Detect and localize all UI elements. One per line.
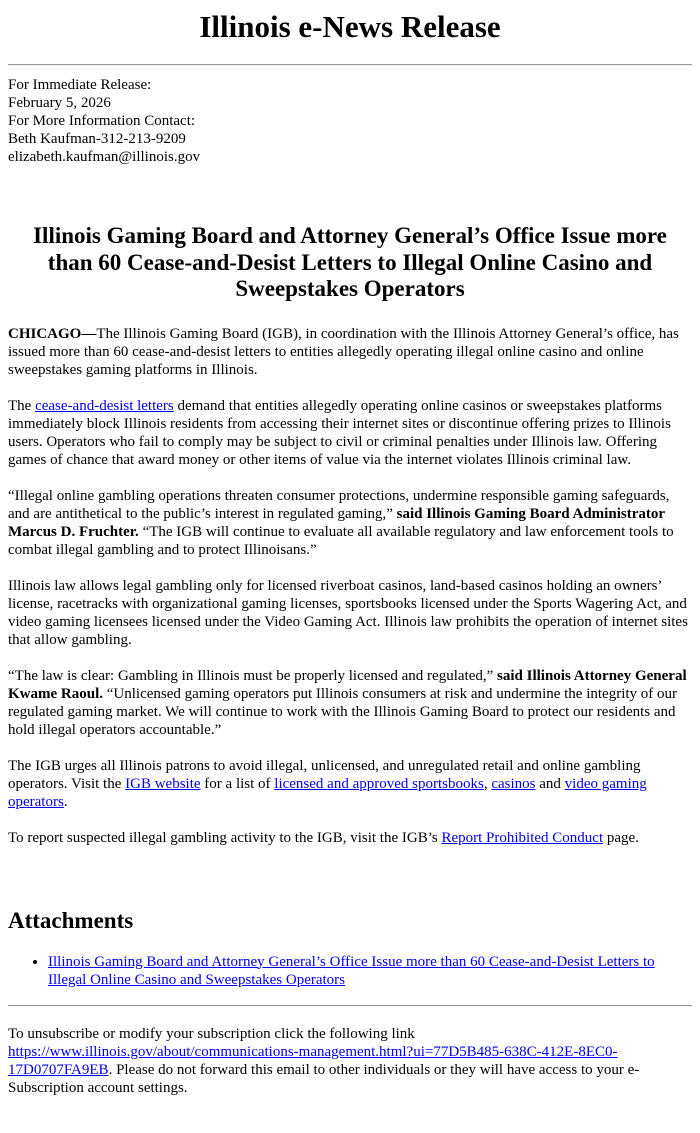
body-paragraph-4: Illinois law allows legal gambling only for licensed riverboat casinos, land-based casinos holding an owners’ license, racetracks with organizational gaming licenses, sportsbooks licensed under the Sports Wagering Act, and video gaming licensees licensed under the Video Gaming Act. Illinois law prohibits the operation of internet sites that allow gambling. (8, 577, 688, 648)
list-item (48, 953, 692, 989)
footer-outro: . Please do not forward this email to other individuals or they will have access to your e-Subscription account settings. (8, 1061, 640, 1096)
unsubscribe-footer (8, 1025, 692, 1097)
paragraph-6-mid-1: for a list of (200, 775, 275, 792)
body-paragraph-7 (8, 829, 692, 847)
body-paragraph-5 (8, 667, 692, 739)
paragraph-7-pre: To report suspected illegal gambling activity to the IGB, visit the IGB’s (8, 829, 442, 846)
body-paragraph-3 (8, 487, 692, 559)
contact-block (8, 76, 692, 166)
contact-info-label: For More Information Contact: (8, 113, 196, 129)
paragraph-6-pre: The IGB urges all Illinois patrons to avoid illegal, unlicensed, and unregulated retail and online gambling operators. Visit the (8, 757, 641, 792)
body-paragraph-1 (8, 325, 692, 379)
sportsbooks-link[interactable]: licensed and approved sportsbooks (274, 775, 484, 792)
paragraph-6-end: . (63, 793, 68, 810)
release-label: For Immediate Release: (8, 77, 152, 93)
banner-title: Illinois e-News Release (199, 9, 501, 44)
fruchter-attribution: said Illinois Gaming Board Administrator Marcus D. Fruchter. (8, 505, 665, 540)
cease-and-desist-letters-link[interactable]: cease-and-desist letters (35, 397, 174, 414)
subscription-management-link[interactable]: https://www.illinois.gov/about/communications-management.html?ui=77D5B485-638C-412E-8EC0-17D0707FA9EB (8, 1043, 618, 1078)
body-paragraph-6 (8, 757, 692, 811)
fruchter-quote-2: “The IGB will continue to evaluate all available regulatory and law enforcement tools to combat illegal gambling and to protect Illinoisans.” (8, 523, 674, 558)
report-prohibited-conduct-link[interactable]: Report Prohibited Conduct (441, 829, 604, 846)
attachments-heading: Attachments (8, 907, 134, 933)
video-gaming-operators-link[interactable]: video gaming operators (8, 775, 647, 810)
email-page (0, 9, 700, 1097)
paragraph-2-pre: The (8, 397, 36, 414)
attachment-link[interactable]: Illinois Gaming Board and Attorney General’s Office Issue more than 60 Cease-and-Desist Letters to Illegal Online Casino and Sweepstakes Operators (48, 953, 655, 988)
dateline: CHICAGO (8, 325, 82, 342)
paragraph-6-mid-3: and (535, 775, 565, 792)
contact-name-phone: Beth Kaufman-312-213-9209 (8, 131, 186, 147)
header-divider (8, 64, 692, 66)
press-release-headline: Illinois Gaming Board and Attorney General’s Office Issue more than 60 Cease-and-Desist Letters to Illegal Online Casino and Sweepstakes Operators (33, 223, 667, 301)
footer-divider (8, 1005, 692, 1007)
casinos-link[interactable]: casinos (491, 775, 536, 792)
dateline-dash: — (81, 325, 97, 342)
fruchter-quote-1: “Illegal online gambling operations threaten consumer protections, undermine responsible gaming safeguards, and are antithetical to the public’s interest in regulated gaming,” (8, 487, 670, 522)
attachments-list (8, 953, 692, 989)
paragraph-7-post: page. (603, 829, 639, 846)
raoul-attribution: said Illinois Attorney General Kwame Raoul. (8, 667, 687, 702)
release-date: February 5, 2026 (8, 95, 111, 111)
raoul-quote-2: “Unlicensed gaming operators put Illinois consumers at risk and undermine the integrity of our regulated gaming market. We will continue to work with the Illinois Gaming Board to protect our residents and hold illegal operators accountable.” (8, 685, 678, 738)
footer-intro: To unsubscribe or modify your subscription click the following link (8, 1025, 415, 1042)
contact-email: elizabeth.kaufman@illinois.gov (8, 149, 201, 165)
paragraph-6-mid-2: , (483, 775, 492, 792)
raoul-quote-1: “The law is clear: Gambling in Illinois must be properly licensed and regulated,” (8, 667, 494, 684)
igb-website-link[interactable]: IGB website (125, 775, 201, 792)
paragraph-2-post: demand that entities allegedly operating online casinos or sweepstakes platforms immediately block Illinois residents from accessing their internet sites or discontinue offering prizes to Illinois users. Operators who fail to comply may be subject to civil or criminal penalties under Illinois law. Offering games of chance that award money or other items of value via the internet violates Illinois criminal law. (8, 397, 671, 468)
body-paragraph-2 (8, 397, 692, 469)
paragraph-1-text: The Illinois Gaming Board (IGB), in coordination with the Illinois Attorney General’s office, has issued more than 60 cease-and-desist letters to entities allegedly operating illegal online casino and online sweepstakes gaming platforms in Illinois. (8, 325, 679, 378)
